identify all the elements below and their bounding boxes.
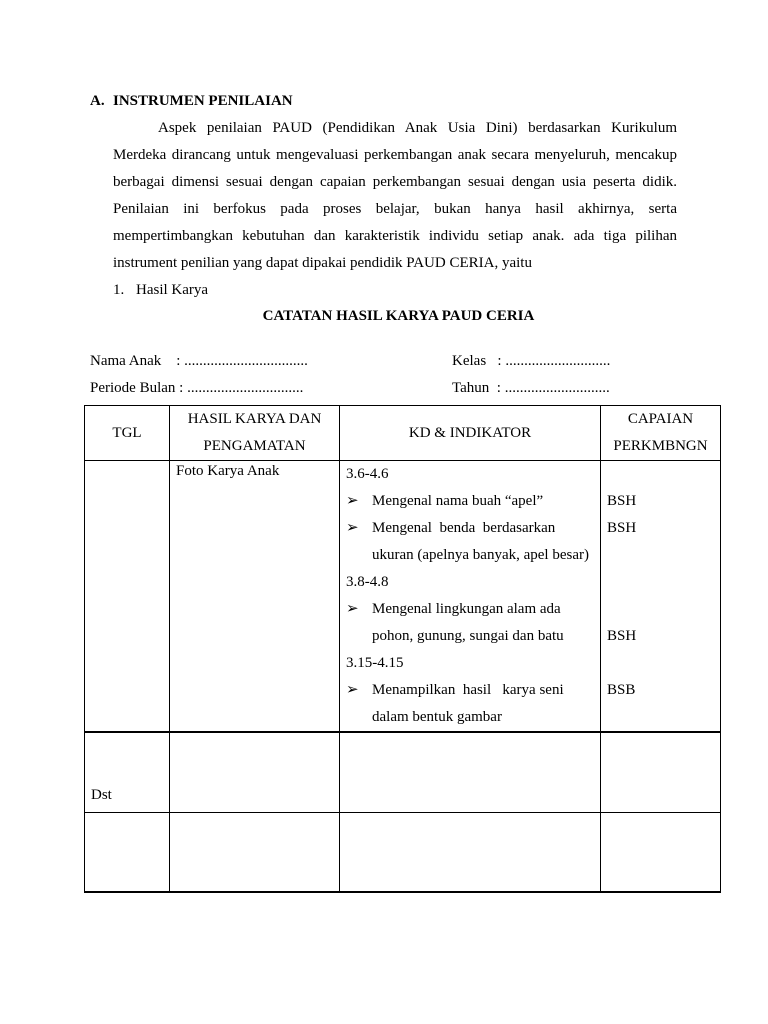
section-heading: INSTRUMEN PENILAIAN [113, 93, 293, 109]
capaian-value [607, 569, 720, 596]
capaian-value [607, 542, 720, 569]
table-row [85, 732, 721, 812]
cell-kd-indikator [340, 732, 601, 812]
capaian-value [607, 650, 720, 677]
capaian-value: BSH [607, 520, 637, 536]
kd-indicator-text: Mengenal benda berdasarkan [372, 520, 556, 536]
field-kelas: Kelas : ............................ [452, 353, 611, 369]
header-capaian: CAPAIAN PERKMBNGN [601, 406, 721, 461]
arrow-bullet-icon: ➢ [346, 682, 359, 698]
intro-paragraph [113, 115, 677, 277]
kd-indicator-item [346, 488, 600, 515]
cell-kd-indikator [340, 461, 601, 733]
field-tahun: Tahun : ............................ [452, 380, 610, 396]
intro-line: instrument penilian yang dapat dipakai pendidik PAUD CERIA, yaitu [113, 255, 532, 271]
capaian-value: BSH [607, 493, 637, 509]
cell-tgl [85, 461, 170, 733]
table-row [85, 461, 721, 733]
arrow-bullet-icon: ➢ [346, 520, 359, 536]
capaian-value: BSH [607, 628, 637, 644]
cell-hasil-karya [170, 732, 340, 812]
header-tgl: TGL [85, 406, 170, 461]
kd-indicator-text: Menampilkan hasil karya seni [372, 682, 564, 698]
cell-capaian [601, 461, 721, 733]
list-item-number: 1. [113, 282, 125, 298]
kd-indicator-item [346, 596, 600, 623]
intro-line: berbagai dimensi sesuai dengan capaian perkembangan sesuai dengan usia peserta didik. [113, 174, 677, 190]
cell-capaian [601, 812, 721, 892]
capaian-value: BSB [607, 682, 636, 698]
capaian-value [607, 596, 720, 623]
cell-tgl [85, 812, 170, 892]
kd-code: 3.15-4.15 [346, 655, 404, 671]
cell-capaian [601, 732, 721, 812]
intro-line: mempertimbangkan kebutuhan dan karakteristik individu setiap anak. ada tiga pilihan [113, 228, 677, 244]
kd-indicator-continuation: pohon, gunung, sungai dan batu [372, 628, 564, 644]
arrow-bullet-icon: ➢ [346, 493, 359, 509]
kd-indicator-text: Mengenal nama buah “apel” [372, 493, 544, 509]
capaian-value [607, 704, 720, 731]
table-row [85, 812, 721, 892]
kd-indicator-item [346, 515, 600, 542]
intro-line: Merdeka dirancang untuk mengevaluasi perkembangan anak secara menyeluruh, mencakup [113, 147, 677, 163]
field-periode-bulan: Periode Bulan : ............................... [90, 380, 304, 396]
kd-code: 3.6-4.6 [346, 466, 389, 482]
kd-indicator-item [346, 677, 600, 704]
field-nama-anak: Nama Anak : ................................. [90, 353, 308, 369]
section-marker: A. [90, 93, 105, 109]
header-hasil-karya: HASIL KARYA DAN PENGAMATAN [170, 406, 340, 461]
hasil-karya-table [84, 405, 721, 893]
list-item-label: Hasil Karya [136, 282, 209, 298]
document-title: CATATAN HASIL KARYA PAUD CERIA [262, 308, 535, 324]
cell-kd-indikator [340, 812, 601, 892]
kd-indicator-text: Mengenal lingkungan alam ada [372, 601, 561, 617]
header-kd-indikator: KD & INDIKATOR [340, 406, 601, 461]
intro-line: Aspek penilaian PAUD (Pendidikan Anak Usia Dini) berdasarkan Kurikulum [158, 120, 677, 136]
cell-hasil-karya [170, 812, 340, 892]
kd-code: 3.8-4.8 [346, 574, 389, 590]
intro-line: Penilaian ini berfokus pada proses belajar, bukan hanya hasil akhirnya, serta [113, 201, 677, 217]
table-header-row [85, 406, 721, 461]
kd-indicator-continuation: ukuran (apelnya banyak, apel besar) [372, 547, 589, 563]
capaian-value [607, 461, 720, 488]
cell-hasil-karya: Foto Karya Anak [170, 461, 340, 733]
kd-indicator-continuation: dalam bentuk gambar [372, 709, 502, 725]
arrow-bullet-icon: ➢ [346, 601, 359, 617]
cell-tgl: Dst [85, 732, 170, 812]
